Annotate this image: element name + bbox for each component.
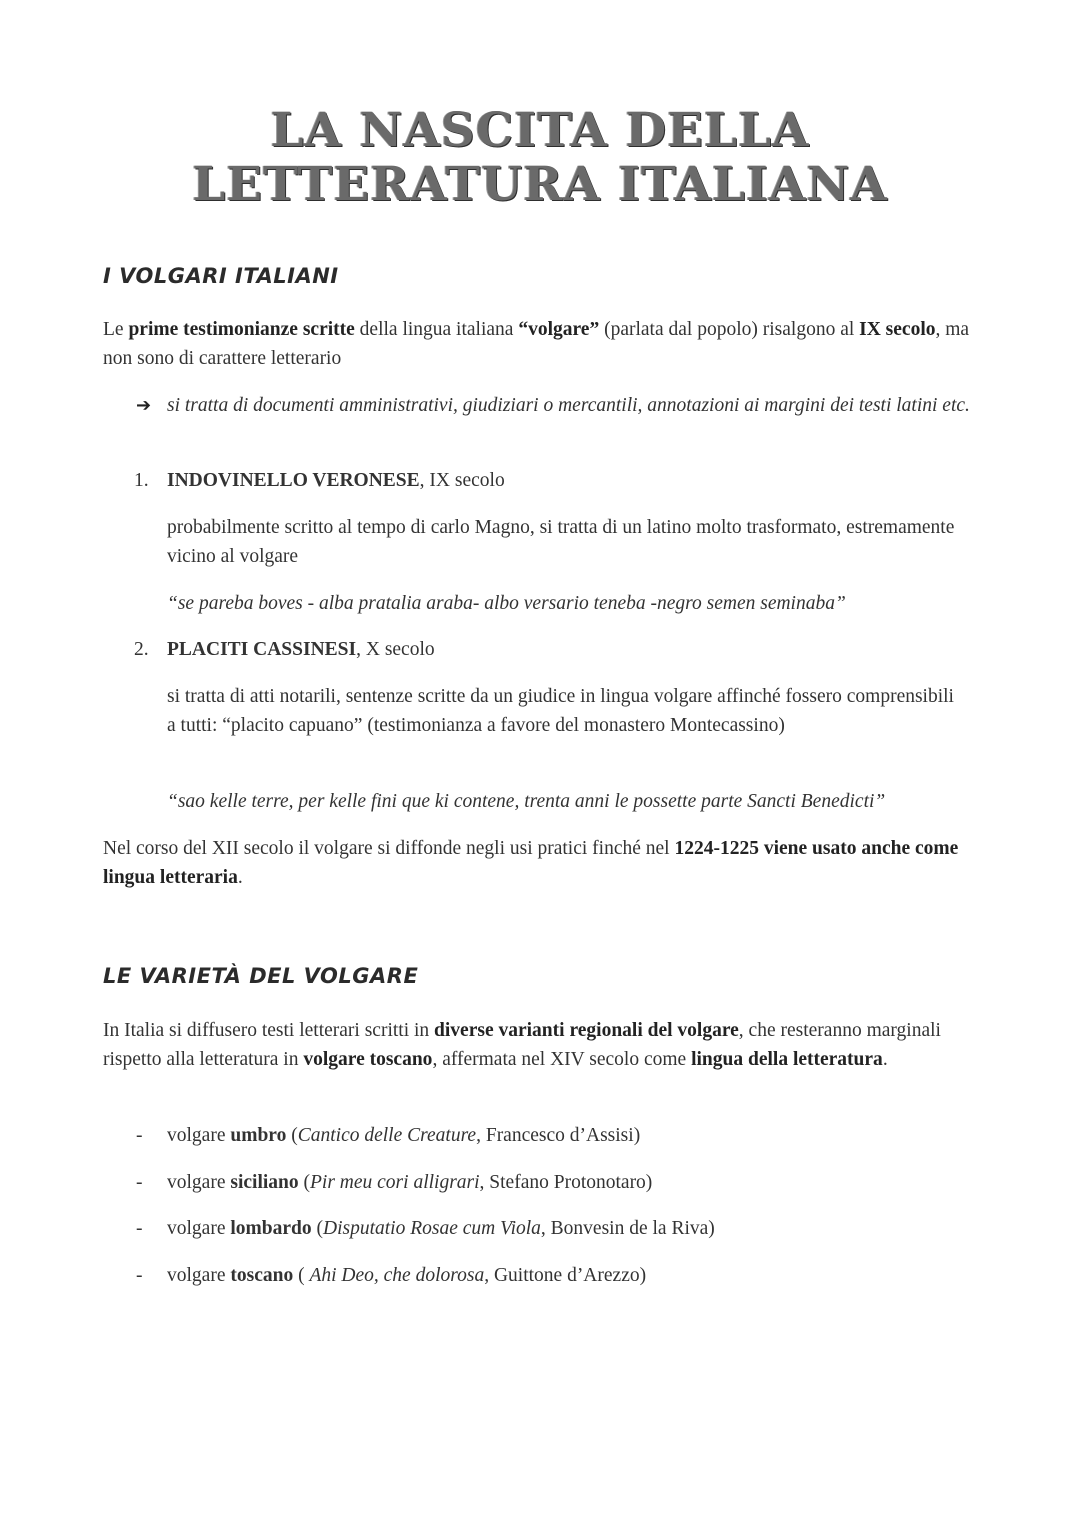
item-century: , X secolo [356, 639, 435, 660]
item-description: si tratta di atti notarili, sentenze scritte da un giudice in lingua volgare affinché fossero comprensibili a tutti: “placito capuano” (testimonianza a favore del monastero Montecassino) [167, 686, 954, 736]
list-dash: - [136, 1218, 143, 1239]
list-item-placiti [134, 635, 984, 664]
item-title: PLACITI CASSINESI [167, 639, 357, 660]
varieta-paragraph: In Italia si diffusero testi letterari scritti in diverse varianti regionali del volgare, che resteranno marginali rispetto alla letteratura in volgare toscano, affermata nel XIV secolo come lingua della letteratura. [103, 1020, 941, 1070]
list-item-lombardo: - volgare lombardo (Disputatio Rosae cum Viola, Bonvesin de la Riva) [136, 1214, 986, 1243]
item-century: , IX secolo [419, 470, 505, 491]
page-title [0, 104, 1080, 212]
item-description: probabilmente scritto al tempo di carlo Magno, si tratta di un latino molto trasformato, estremamente vicino al volgare [167, 517, 955, 567]
item-quote: “se pareba boves - alba pratalia araba- albo versario teneba -negro semen seminaba” [167, 593, 846, 614]
list-number: 1. [134, 470, 149, 491]
list-item-siciliano: - volgare siciliano (Pir meu cori alligrari, Stefano Protonotaro) [136, 1168, 986, 1197]
list-number: 2. [134, 639, 149, 660]
list-dash: - [136, 1265, 143, 1286]
title-line-2: LETTERATURA ITALIANA [192, 157, 888, 212]
section-heading-volgari: I VOLGARI ITALIANI [103, 264, 339, 288]
item-title: INDOVINELLO VERONESE [167, 470, 420, 491]
intro-paragraph: Le prime testimonianze scritte della lingua italiana “volgare” (parlata dal popolo) risalgono al IX secolo, ma non sono di carattere letterario [103, 319, 970, 369]
list-item-umbro: - volgare umbro (Cantico delle Creature, Francesco d’Assisi) [136, 1121, 986, 1150]
arrow-note-text: si tratta di documenti amministrativi, giudiziari o mercantili, annotazioni ai margini dei testi latini etc. [167, 395, 970, 416]
list-item-toscano: - volgare toscano ( Ahi Deo, che dolorosa, Guittone d’Arezzo) [136, 1261, 986, 1290]
title-line-1: LA NASCITA DELLA [270, 103, 810, 158]
section-heading-varieta: LE VARIETÀ DEL VOLGARE [103, 964, 419, 988]
item-quote: “sao kelle terre, per kelle fini que ki contene, trenta anni le possette parte Sancti Benedicti” [167, 791, 886, 812]
arrow-note [136, 391, 986, 420]
list-dash: - [136, 1125, 143, 1146]
closing-paragraph: Nel corso del XII secolo il volgare si diffonde negli usi pratici finché nel 1224-1225 viene usato anche come lingua letteraria. [103, 838, 959, 888]
list-dash: - [136, 1172, 143, 1193]
arrow-right-icon: ➔ [136, 395, 152, 416]
list-item-indovinello [134, 466, 984, 495]
